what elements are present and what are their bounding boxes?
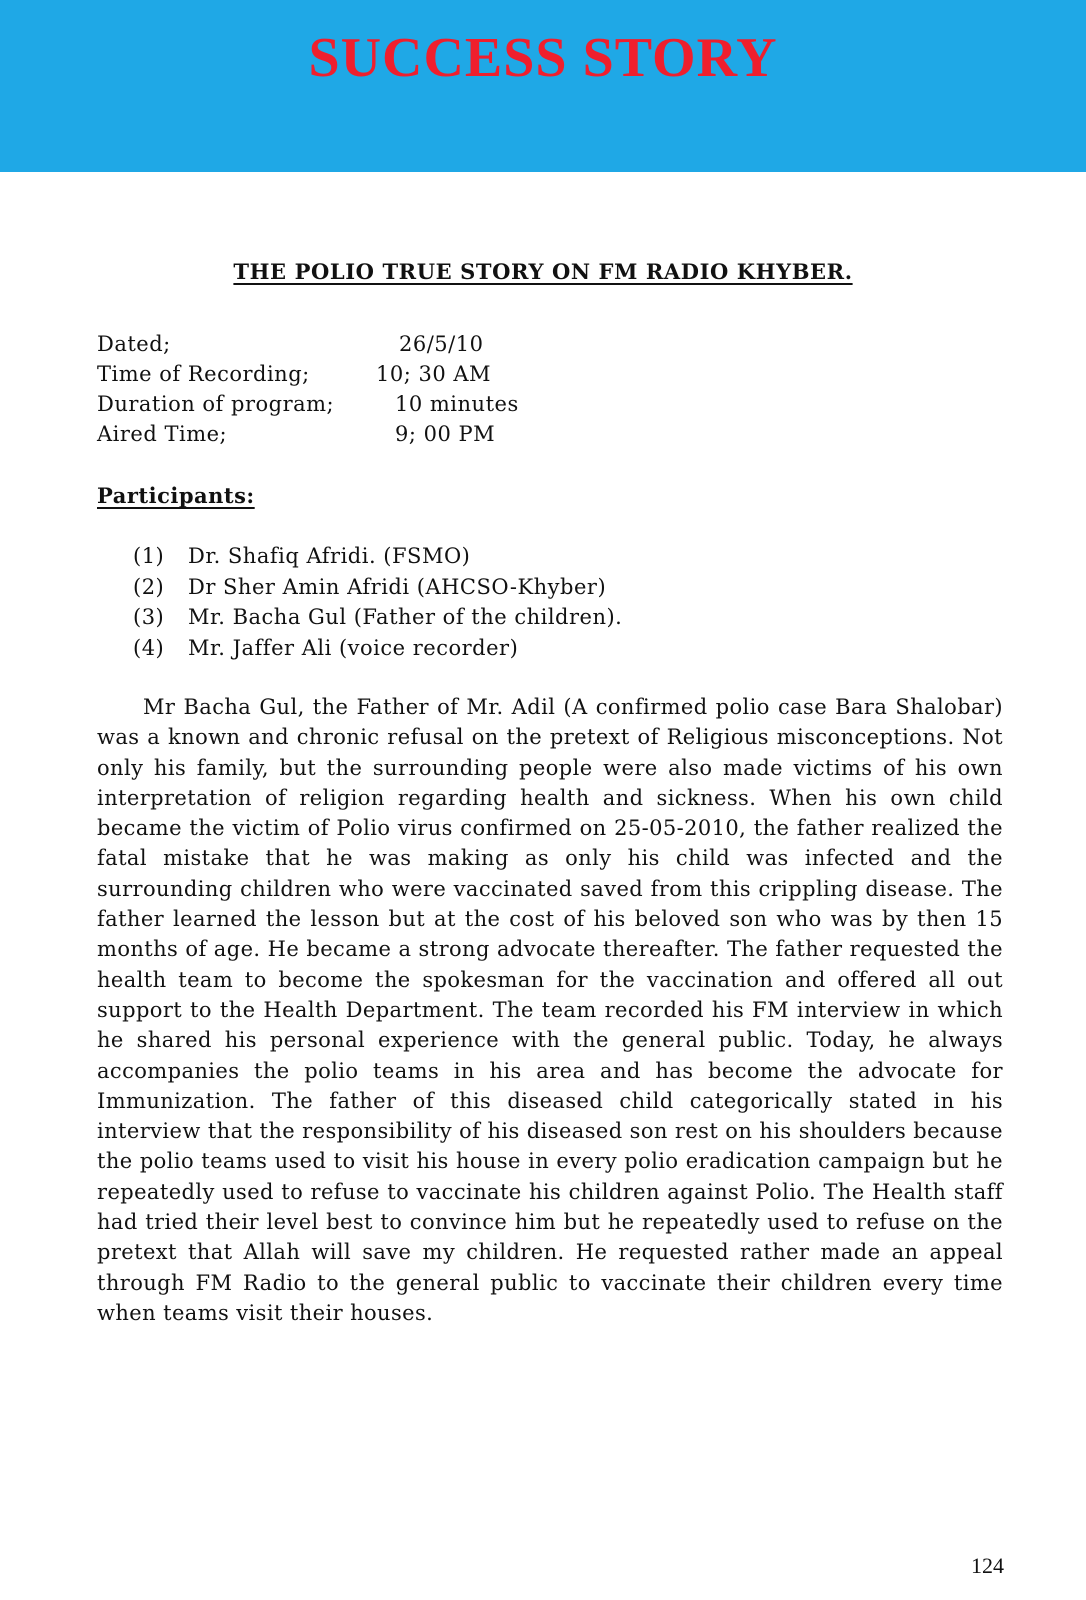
participants-heading: Participants: xyxy=(97,483,255,508)
meta-label-aired-time: Aired Time; xyxy=(97,422,228,446)
participant-item xyxy=(133,572,622,603)
meta-row-recording-time xyxy=(97,359,577,389)
meta-value-dated: 26/5/10 xyxy=(399,332,484,356)
meta-label-recording-time: Time of Recording; xyxy=(97,362,310,386)
meta-row-aired-time xyxy=(97,419,577,449)
recording-details xyxy=(97,329,577,449)
participant-name: Mr. Bacha Gul (Father of the children). xyxy=(188,605,623,629)
document-title-text: THE POLIO TRUE STORY ON FM RADIO KHYBER. xyxy=(233,259,853,284)
participant-number: (2) xyxy=(133,574,165,599)
participant-number: (3) xyxy=(133,605,165,629)
participants-list xyxy=(133,541,622,663)
participant-number: (4) xyxy=(133,635,165,660)
participant-number: (1) xyxy=(133,544,165,568)
story-paragraph: Mr Bacha Gul, the Father of Mr. Adil (A confirmed polio case Bara Shalobar) was a known and chronic refusal on the pretext of Religious misconceptions. Not only his family, but the surrounding people were also made victims of his own interpretation of religion regarding health and sickness. When his own child became the victim of Polio virus confirmed on 25-05-2010, the father realized the fatal mistake that he was making as only his child was infected and the surrounding children who were vaccinated saved from this crippling disease. The father learned the lesson but at the cost of his beloved son who was by then 15 months of age. He became a strong advocate thereafter. The father requested the health team to become the spokesman for the vaccination and offered all out support to the Health Department. The team recorded his FM interview in which he shared his personal experience with the general public. Today, he always accompanies the polio teams in his area and has become the advocate for Immunization. The father of this diseased child categorically stated in his interview that the responsibility of his diseased son rest on his shoulders because the polio teams used to visit his house in every polio eradication campaign but he repeatedly used to refuse to vaccinate his children against Polio. The Health staff had tried their level best to convince him but he repeatedly used to refuse on the pretext that Allah will save my children. He requested rather made an appeal through FM Radio to the general public to vaccinate their children every time when teams visit their houses. xyxy=(97,695,1003,1325)
participant-item xyxy=(133,602,622,633)
banner-title: SUCCESS STORY xyxy=(308,27,778,89)
meta-row-duration xyxy=(97,389,577,419)
meta-row-dated xyxy=(97,329,577,359)
document-title xyxy=(0,259,1086,285)
meta-label-duration: Duration of program; xyxy=(97,392,335,416)
page-number: 124 xyxy=(971,1553,1004,1578)
participant-item xyxy=(133,633,622,664)
participant-name: Dr. Shafiq Afridi. (FSMO) xyxy=(188,544,471,568)
meta-label-dated: Dated; xyxy=(97,332,171,356)
meta-value-recording-time: 10; 30 AM xyxy=(376,362,492,386)
participant-name: Dr Sher Amin Afridi (AHCSO-Khyber) xyxy=(188,574,607,599)
participant-name: Mr. Jaffer Ali (voice recorder) xyxy=(188,635,519,660)
participant-item xyxy=(133,541,622,572)
meta-value-duration: 10 minutes xyxy=(395,392,519,416)
meta-value-aired-time: 9; 00 PM xyxy=(395,422,496,446)
header-banner xyxy=(0,0,1086,172)
